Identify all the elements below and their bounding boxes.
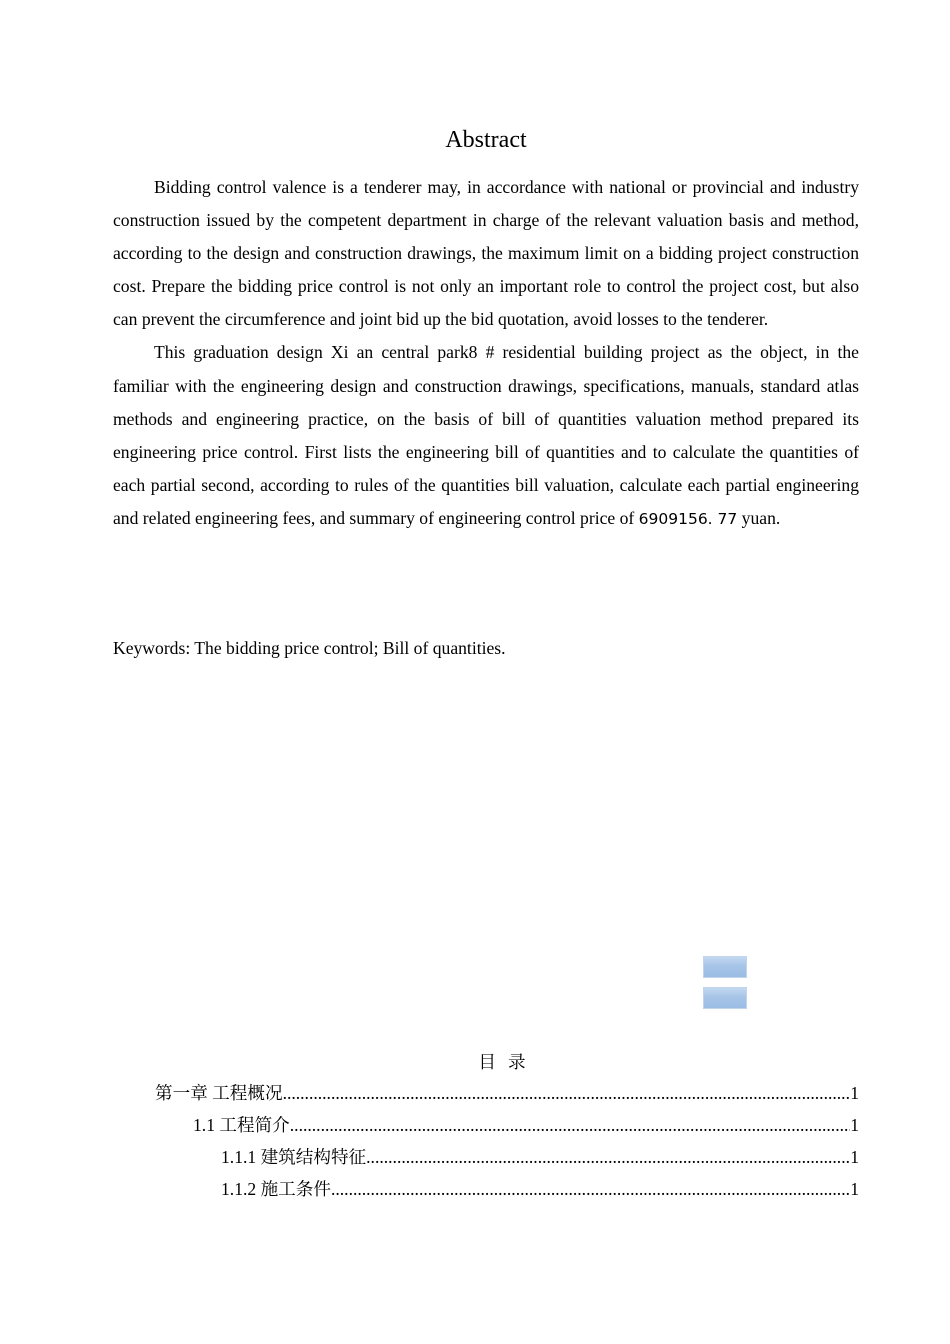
- toc-entry-label: 1.1.1 建筑结构特征: [221, 1147, 367, 1167]
- toc-entry-label: 1.1.2 施工条件: [221, 1179, 331, 1199]
- toc-title: 目录: [478, 1052, 538, 1072]
- paragraph-2-text: This graduation design Xi an central park8 # residential building project as the object, in the familiar with the engineering design and construction drawings, specifications, manuals, standard atlas methods and engineering practice, on the basis of bill of quantities valuation method prepared its engineering price control. First lists the engineering bill of quantities and to calculate the quantities of each partial second, according to rules of the quantities bill valuation, calculate each partial engineering and related engineering fees, and summary of engineering control price of: [113, 342, 859, 528]
- toc-leader-dots: [331, 1175, 850, 1203]
- toc-entry-page: 1: [850, 1179, 859, 1199]
- toc-entry-page: 1: [850, 1083, 859, 1103]
- toc-entry[interactable]: [221, 1143, 859, 1171]
- abstract-paragraph-2: [113, 336, 859, 536]
- highlight-block-top: [703, 956, 747, 978]
- abstract-body: [113, 171, 859, 536]
- toc-entry-label: 1.1 工程简介: [193, 1115, 290, 1135]
- toc-leader-dots: [290, 1111, 850, 1139]
- toc-entry-page: 1: [850, 1115, 859, 1135]
- toc-leader-dots: [283, 1079, 851, 1107]
- control-price-amount: 6909156. 77: [638, 509, 738, 528]
- abstract-paragraph-1: Bidding control valence is a tenderer may, in accordance with national or provincial and industry construction issued by the competent department in charge of the relevant valuation basis and method, according to the design and construction drawings, the maximum limit on a bidding project construction cost. Prepare the bidding price control is not only an important role to control the project cost, but also can prevent the circumference and joint bid up the bid quotation, avoid losses to the tenderer.: [113, 177, 859, 330]
- toc-entry[interactable]: [221, 1175, 859, 1203]
- toc-entry-label: 第一章 工程概况: [155, 1083, 283, 1103]
- toc-leader-dots: [366, 1143, 850, 1171]
- toc-entry-page: 1: [850, 1147, 859, 1167]
- abstract-title: Abstract: [445, 127, 527, 153]
- toc-entry[interactable]: [193, 1111, 859, 1139]
- paragraph-2-end: yuan.: [737, 507, 781, 528]
- keywords-line: Keywords: The bidding price control; Bill of quantities.: [113, 638, 506, 658]
- toc-entry[interactable]: [155, 1079, 859, 1107]
- highlight-block-bottom: [703, 987, 747, 1009]
